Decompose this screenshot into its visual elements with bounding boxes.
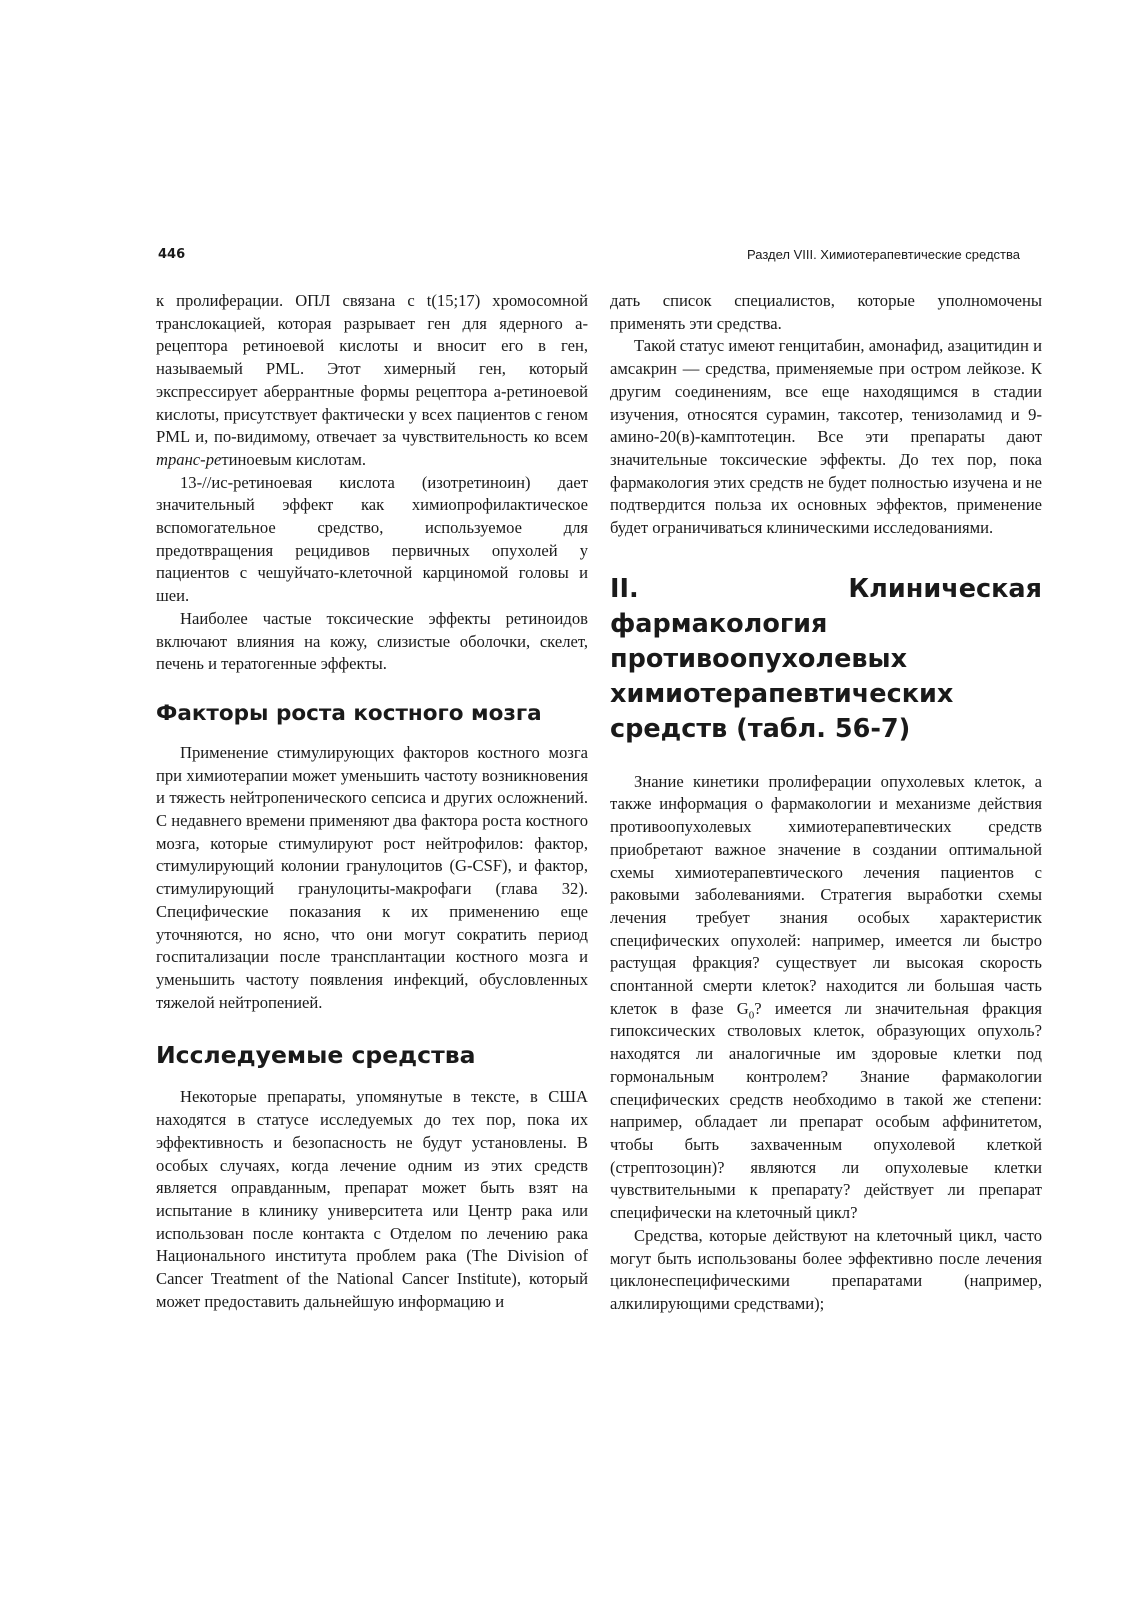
running-header: Раздел VIII. Химиотерапевтические средства — [747, 247, 1020, 262]
section-heading-investigational: Исследуемые средства — [156, 1041, 476, 1070]
paragraph: Средства, которые действуют на клеточный цикл, часто могут быть использованы более эффективно после лечения циклонеспецифическими препаратами (например, алкилирующими средствами); — [610, 1225, 1042, 1313]
paragraph: к пролиферации. ОПЛ связана с t(15;17) хромосомной транслокацией, которая разрывает ген для ядерного a-рецептора ретиноевой кислоты и вносит его в ген, называемый PML. Этот химерный ген, который экспрессирует аберрантные формы рецептора a-ретиноевой кислоты, присутствует фактически у всех пациентов с геном PML и, по-видимому, отвечает за чувствительность ко всем транс-ретиноевым кислотам. — [156, 291, 588, 469]
section-heading-growth-factors: Факторы роста костного мозга — [156, 700, 542, 726]
paragraph: 13-//ис-ретиноевая кислота (изотретиноин) дает значительный эффект как химиопрофилактическое вспомогательное средство, используемое для предотвращения рецидивов первичных опухолей у пациентов с чешуйчато-клеточной карциномой головы и шеи. — [156, 472, 588, 606]
paragraph: Наиболее частые токсические эффекты ретиноидов включают влияния на кожу, слизистые оболочки, скелет, печень и тератогенные эффекты. — [156, 608, 588, 674]
paragraph: Знание кинетики пролиферации опухолевых клеток, а также информация о фармакологии и механизме действия противоопухолевых химиотерапевтических средств приобретают важное значение в создании оптимальной схемы химиотерапевтического лечения пациентов с раковыми заболеваниями. Стратегия выработки схемы лечения требует знания особых характеристик специфических опухолей: например, имеется ли быстро растущая фракция? существует ли высокая скорость спонтанной смерти клеток? находится ли большая часть клеток в фазе $G_0$? имеется ли значительная фракция гипоксических стволовых клеток, образующих опухоль? находятся ли аналогичные им здоровые клетки под гормональным контролем? Знание фармакологии специфических средств необходимо в такой же степени: например, обладает ли препарат особым аффинитетом, чтобы быть захваченным опухолевой клеткой (стрептозоцин)? являются ли опухолевые клетки чувствительными к препарату? действует ли препарат специфически на клеточный цикл? — [610, 771, 1042, 1223]
left-column — [156, 290, 588, 1313]
chapter-heading: II. Клиническая фармакология противоопухолевых химиотерапевтических средств (табл. 56-7) — [610, 573, 1042, 744]
paragraph: Некоторые препараты, упомянутые в тексте, в США находятся в статусе исследуемых до тех пор, пока их эффективность и безопасность не будут установлены. В особых случаях, когда лечение одним из этих средств является оправданным, препарат может быть взят на испытание в клинику университета или Центр рака или использован после контакта с Отделом по лечению рака Национального института проблем рака (The Division of Cancer Treatment of the National Cancer Institute), который может предоставить дальнейшую информацию и — [156, 1087, 588, 1311]
right-column — [610, 290, 1042, 1316]
paragraph: Применение стимулирующих факторов костного мозга при химиотерапии может уменьшить частоту возникновения и тяжесть нейтропенического сепсиса и других осложнений. С недавнего времени применяют два фактора роста костного мозга, которые стимулируют рост нейтрофилов: фактор, стимулирующий колонии гранулоцитов (G-CSF), и фактор, стимулирующий гранулоциты-макрофаги (глава 32). Специфические показания к их применению еще уточняются, но ясно, что они могут сократить период госпитализации после трансплантации костного мозга и уменьшить частоту появления инфекций, обусловленных тяжелой нейтропенией. — [156, 742, 588, 1012]
paragraph: дать список специалистов, которые уполномочены применять эти средства. — [610, 291, 1042, 333]
paragraph: Такой статус имеют генцитабин, амонафид, азацитидин и амсакрин — средства, применяемые при остром лейкозе. К другим соединениям, все еще находящимся в стадии изучения, относятся сурамин, таксотер, тенизоламид и 9-амино-20(в)-камптотецин. Все эти препараты дают значительные токсические эффекты. До тех пор, пока фармакология этих средств не будет полностью изучена и не подтвердится польза их основных эффектов, применение будет ограничиваться клиническими исследованиями. — [610, 336, 1042, 538]
page-number: 446 — [158, 247, 186, 262]
